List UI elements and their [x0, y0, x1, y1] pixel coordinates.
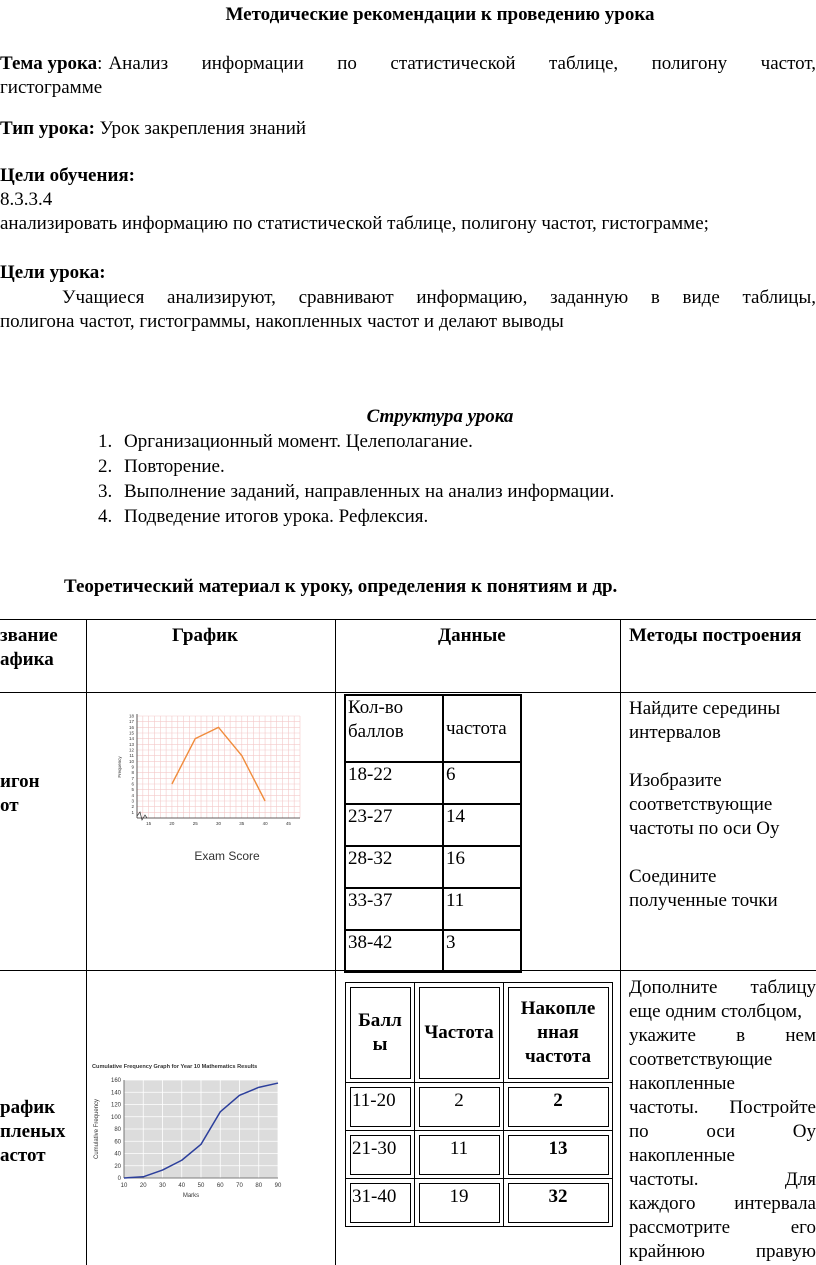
- x-tick-label: 60: [216, 1183, 224, 1189]
- y-axis-label: Cumulative Frequency: [94, 1098, 100, 1160]
- type-text: Урок закрепления знаний: [99, 118, 307, 139]
- y-tick-label: 7: [131, 775, 134, 781]
- y-tick-label: 1: [131, 809, 134, 815]
- cumulative-frequency-chart: [90, 1058, 290, 1208]
- y-tick-label: 120: [110, 1102, 121, 1109]
- lesson-goals-2: полигона частот, гистограммы, накопленных частот и делают выводы: [0, 311, 564, 332]
- row2-methods: Дополните таблицу еще одним столбцом, укажите в нем соответствующие накопленные частоты. Постройте по оси Оу накопленные частоты. Для каждого интервала рассмотрите его крайнюю правую: [629, 977, 816, 1262]
- x-tick-label: 50: [197, 1183, 205, 1189]
- goals-code: 8.3.3.4: [0, 189, 53, 210]
- y-tick-label: 100: [110, 1114, 121, 1121]
- y-tick-label: 0: [117, 1176, 121, 1182]
- row2-data-table: [345, 982, 613, 1227]
- x-tick-label: 10: [120, 1183, 128, 1189]
- row1-methods: Найдите середины интервалов Изобразите соответствующие частоты по оси Оу Соедините полученные точки: [629, 698, 781, 911]
- type-label: Тип урока:: [0, 118, 95, 139]
- type-line: [0, 117, 306, 141]
- structure-item-2: 2. Повторение.: [98, 456, 225, 477]
- y-tick-label: 18: [128, 713, 134, 719]
- y-tick-label: 140: [110, 1090, 121, 1097]
- x-tick-label: 90: [274, 1183, 282, 1189]
- y-tick-label: 3: [131, 798, 134, 804]
- y-axis-label: Frequency: [117, 756, 122, 778]
- row1-name: игон от: [0, 771, 40, 816]
- x-axis-label: Exam Score: [194, 849, 260, 860]
- axis-break: [137, 812, 147, 820]
- y-tick-label: 11: [129, 753, 134, 759]
- table-row: 31-40 19 32: [346, 1179, 613, 1227]
- y-tick-label: 20: [114, 1163, 121, 1170]
- x-tick-label: 70: [236, 1183, 243, 1189]
- x-tick-label: 45: [285, 821, 291, 826]
- structure-item-4: 4. Подведение итогов урока. Рефлексия.: [98, 506, 429, 527]
- x-tick-label: 20: [139, 1183, 147, 1189]
- goals-text: анализировать информацию по статистической таблице, полигону частот, гистограмме;: [0, 213, 709, 234]
- table-header-cell: Балл ы: [346, 983, 415, 1083]
- y-tick-label: 15: [128, 730, 134, 736]
- col-data-header: Данные: [438, 625, 506, 646]
- frequency-polygon-chart: [115, 708, 305, 860]
- x-tick-label: 40: [262, 821, 268, 826]
- y-tick-label: 14: [128, 736, 134, 742]
- y-tick-label: 4: [131, 792, 134, 798]
- y-tick-label: 16: [128, 724, 134, 730]
- topic-text-1: Анализ информации по статистической таблице, полигону частот,: [108, 53, 816, 74]
- topic-line-1: Тема урока: Анализ информации по статистической таблице, полигону частот,: [0, 53, 816, 74]
- x-tick-label: 30: [215, 821, 222, 826]
- y-tick-label: 2: [131, 804, 134, 810]
- table-header-cell: Частота: [415, 983, 504, 1083]
- y-tick-label: 60: [114, 1139, 121, 1146]
- table-row: 28-32 16: [345, 846, 521, 888]
- lesson-goals-label: Цели урока:: [0, 262, 106, 283]
- table-row: 33-37 11: [345, 888, 521, 930]
- y-tick-label: 160: [110, 1078, 121, 1084]
- table-header-cell: Накопле нная частота: [504, 983, 613, 1083]
- structure-item-1: 1. Организационный момент. Целеполагание.: [98, 431, 473, 452]
- x-tick-label: 20: [169, 821, 175, 826]
- theory-title: Теоретический материал к уроку, определения к понятиям и др.: [64, 576, 618, 597]
- topic-text-2: гистограмме: [0, 77, 103, 98]
- topic-label: Тема урока: [0, 53, 98, 74]
- y-tick-label: 40: [114, 1151, 121, 1158]
- x-tick-label: 40: [178, 1183, 186, 1189]
- page-title: Методические рекомендации к проведению урока: [225, 4, 655, 25]
- x-tick-label: 25: [192, 821, 198, 826]
- y-tick-label: 6: [131, 781, 134, 787]
- y-tick-label: 8: [131, 770, 134, 776]
- y-tick-label: 13: [128, 741, 134, 747]
- table-row: 11-20 2 2: [346, 1083, 613, 1131]
- y-tick-label: 12: [128, 747, 134, 753]
- lesson-goals-1: Учащиеся анализируют, сравнивают информацию, заданную в виде таблицы,: [62, 287, 816, 308]
- y-tick-label: 5: [131, 787, 134, 793]
- table-header-cell: частота: [443, 695, 521, 762]
- y-tick-label: 80: [114, 1127, 121, 1133]
- structure-title: Структура урока: [366, 406, 514, 427]
- y-tick-label: 10: [128, 758, 134, 764]
- table-header-cell: Кол-во баллов: [345, 695, 443, 762]
- chart-title: Cumulative Frequency Graph for Year 10 Mathematics Results: [92, 1064, 258, 1070]
- table-row: 23-27 14: [345, 804, 521, 846]
- x-tick-label: 80: [255, 1183, 263, 1189]
- x-tick-label: 30: [159, 1183, 166, 1189]
- table-row: 21-30 11 13: [346, 1131, 613, 1179]
- col-methods-header: Методы построения: [629, 625, 802, 646]
- y-tick-label: 9: [131, 764, 134, 770]
- table-row: 38-42 3: [345, 930, 521, 972]
- structure-item-3: 3. Выполнение заданий, направленных на анализ информации.: [98, 481, 615, 502]
- row2-name: рафик пленых астот: [0, 1097, 66, 1166]
- col-graph-header: График: [172, 625, 238, 646]
- y-tick-label: 17: [128, 719, 134, 725]
- table-row: 18-22 6: [345, 762, 521, 804]
- goals-label: Цели обучения:: [0, 165, 135, 186]
- row1-data-table: [344, 694, 522, 973]
- x-tick-label: 15: [146, 821, 152, 826]
- col-name-header: звание афика: [0, 625, 58, 670]
- x-axis-label: Marks: [182, 1193, 200, 1199]
- x-tick-label: 35: [239, 821, 245, 826]
